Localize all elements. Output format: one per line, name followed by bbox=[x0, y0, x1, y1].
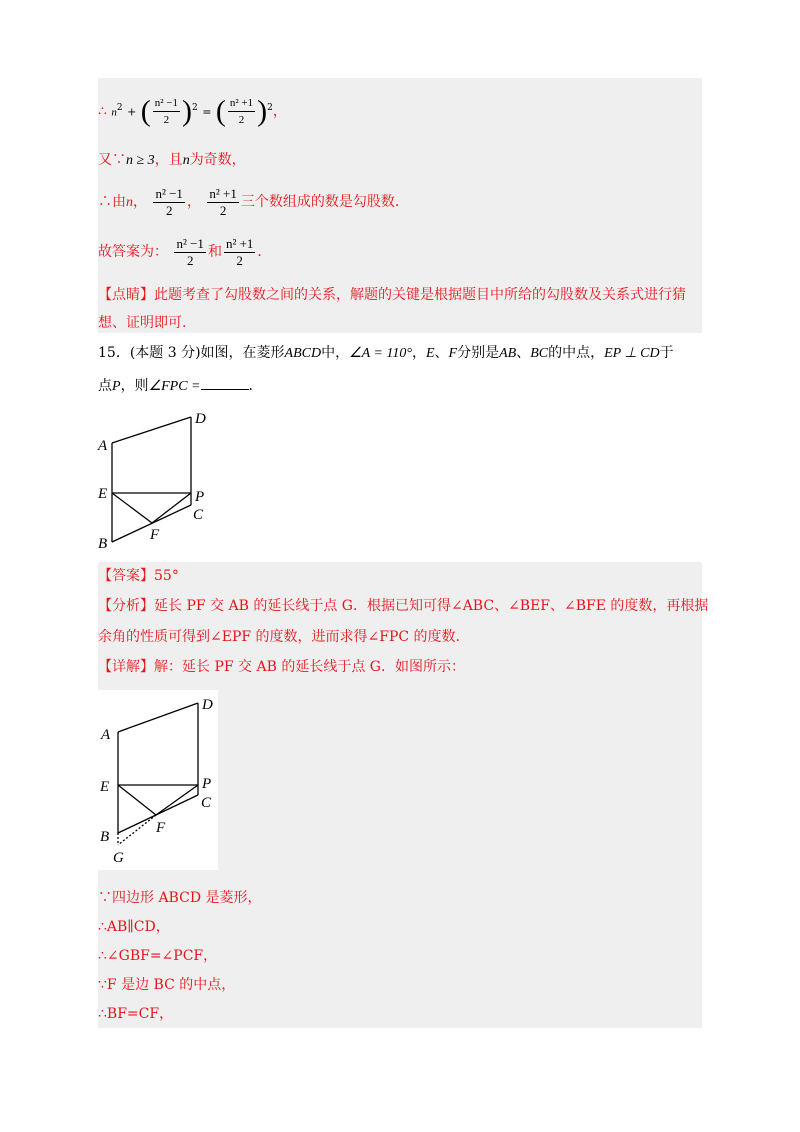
line4-f1-den: 2 bbox=[186, 252, 194, 268]
q-text-e: 分别是 bbox=[457, 345, 500, 361]
q2-p: P bbox=[112, 379, 121, 394]
label2-B: B bbox=[100, 829, 110, 845]
segment-EF bbox=[112, 493, 152, 523]
label2-A: A bbox=[101, 727, 111, 743]
step-4: ∵F 是边 BC 的中点， bbox=[98, 977, 236, 993]
q-ep-cd: EP ⊥ CD bbox=[604, 346, 660, 361]
expr-sq: 2 bbox=[116, 103, 123, 113]
expr-sq-3: 2 bbox=[267, 103, 273, 113]
line3-f2-den: 2 bbox=[219, 202, 227, 218]
expr-comma: ， bbox=[272, 103, 287, 120]
step-2: ∴AB∥CD， bbox=[98, 919, 170, 935]
line4-text-a: 故答案为： bbox=[98, 244, 168, 260]
label2-D: D bbox=[202, 697, 213, 713]
solution-line-2 bbox=[98, 150, 246, 171]
label2-C: C bbox=[201, 795, 212, 811]
segment-AD bbox=[112, 417, 191, 443]
q-bc: BC bbox=[530, 346, 549, 361]
label2-E: E bbox=[100, 779, 110, 795]
line3-text-b: ， bbox=[133, 194, 147, 210]
line3-f1-den: 2 bbox=[165, 202, 173, 218]
q2-text-b: ，则 bbox=[120, 378, 149, 394]
q-rhombus: ABCD bbox=[284, 346, 322, 361]
line2-n: n bbox=[182, 153, 190, 168]
q2-text-a: 点 bbox=[98, 378, 112, 394]
comment-line-1: 【点睛】此题考查了勾股数之间的关系，解题的关键是根据题目中所给的勾股数及关系式进行猜 bbox=[98, 287, 686, 303]
q-angle: ∠A = 110° bbox=[349, 346, 412, 361]
q-text-g: 的中点， bbox=[548, 345, 605, 361]
q-f: F bbox=[448, 346, 458, 361]
segment2-PF bbox=[156, 785, 198, 815]
therefore-symbol: ∴ bbox=[98, 103, 107, 120]
fraction-1 bbox=[153, 95, 180, 128]
line3-fraction-2 bbox=[207, 186, 238, 219]
line4-f1-num: n² −1 bbox=[176, 235, 204, 251]
rhombus-figure-2 bbox=[98, 690, 218, 870]
line2-text-c: 为奇数， bbox=[189, 152, 246, 168]
q2-fpc: ∠FPC = bbox=[148, 379, 201, 394]
label-E: E bbox=[98, 486, 108, 502]
fraction-1-num: n² −1 bbox=[153, 95, 180, 112]
step-5: ∴BF=CF， bbox=[98, 1006, 174, 1022]
line3-text-d: 三个数组成的数是勾股数． bbox=[240, 194, 409, 210]
line2-text-a: 又∵ bbox=[98, 152, 126, 168]
label2-G: G bbox=[113, 850, 124, 866]
q-text-b: 中， bbox=[321, 345, 350, 361]
q-e: E bbox=[425, 346, 435, 361]
line4-text-c: ． bbox=[257, 244, 272, 260]
fraction-2-den: 2 bbox=[238, 114, 245, 127]
line4-text-b: 和 bbox=[207, 244, 222, 260]
analysis-line-2: 余角的性质可得到∠EPF 的度数，进而求得∠FPC 的度数. bbox=[98, 629, 461, 645]
expr-sq-2: 2 bbox=[192, 103, 198, 113]
solution-line-1: ∴ $n^2$ + ( $\frac{\text{n² −1}}{2}$ )$^2$ = ( $\frac{\text{n² +1}}{2}$ )$^2$， bbox=[98, 94, 287, 128]
line3-text-c: ， bbox=[186, 194, 201, 210]
label-B: B bbox=[98, 536, 108, 552]
label-C: C bbox=[193, 507, 204, 523]
line4-fraction-2 bbox=[224, 236, 255, 269]
answer-blank[interactable] bbox=[201, 375, 249, 390]
analysis-line-1: 【分析】延长 PF 交 AB 的延长线于点 G．根据已知可得∠ABC、∠BEF、∠BFE 的度数，再根据 bbox=[98, 598, 709, 614]
line3-fraction-1 bbox=[153, 186, 184, 219]
label2-P: P bbox=[202, 776, 212, 792]
q-text-f: 、 bbox=[516, 345, 531, 361]
line2-text-b: ，且 bbox=[154, 152, 183, 168]
q-text-d: 、 bbox=[434, 345, 449, 361]
line4-f2-den: 2 bbox=[236, 252, 243, 268]
label-F: F bbox=[150, 527, 160, 543]
rhombus-figure-1 bbox=[95, 405, 220, 555]
line2-math: n ≥ 3 bbox=[126, 153, 155, 168]
line3-n: n bbox=[126, 195, 133, 210]
question-line-2 bbox=[98, 375, 263, 397]
detail-line: 【详解】解：延长 PF 交 AB 的延长线于点 G．如图所示： bbox=[98, 659, 465, 675]
line3-text-a: ∴由 bbox=[98, 194, 126, 210]
line4-f2-num: n² +1 bbox=[225, 235, 254, 251]
solution-line-3 bbox=[98, 182, 409, 222]
fraction-2-num: n² +1 bbox=[228, 95, 255, 112]
expr-n: n bbox=[111, 106, 117, 119]
q-text-a: 15．(本题 3 分)如图，在菱形 bbox=[98, 345, 285, 361]
question-line-1 bbox=[98, 343, 674, 364]
step-1: ∵四边形 ABCD 是菱形， bbox=[98, 890, 262, 906]
step-3: ∴∠GBF=∠PCF， bbox=[98, 948, 218, 964]
q2-text-c: ． bbox=[248, 378, 263, 394]
fraction-2 bbox=[228, 95, 255, 128]
label-P: P bbox=[195, 489, 205, 505]
q-ab: AB bbox=[499, 346, 517, 361]
label-A: A bbox=[98, 438, 108, 454]
q-text-h: 于 bbox=[659, 345, 674, 361]
segment2-AD bbox=[118, 703, 198, 732]
answer-line: 【答案】55° bbox=[98, 568, 179, 584]
label-D: D bbox=[195, 411, 206, 427]
label2-F: F bbox=[156, 820, 166, 836]
line4-fraction-1 bbox=[174, 236, 205, 269]
line3-f2-num: n² +1 bbox=[209, 185, 237, 201]
expr-plus: + bbox=[127, 105, 137, 119]
line3-f1-num: n² −1 bbox=[155, 185, 183, 201]
comment-line-2: 想、证明即可. bbox=[98, 315, 187, 331]
fraction-1-den: 2 bbox=[163, 114, 170, 127]
segment2-EF bbox=[118, 785, 156, 815]
solution-line-4 bbox=[98, 232, 271, 272]
expr-eq: = bbox=[202, 105, 212, 119]
q-text-c: ， bbox=[411, 345, 426, 361]
